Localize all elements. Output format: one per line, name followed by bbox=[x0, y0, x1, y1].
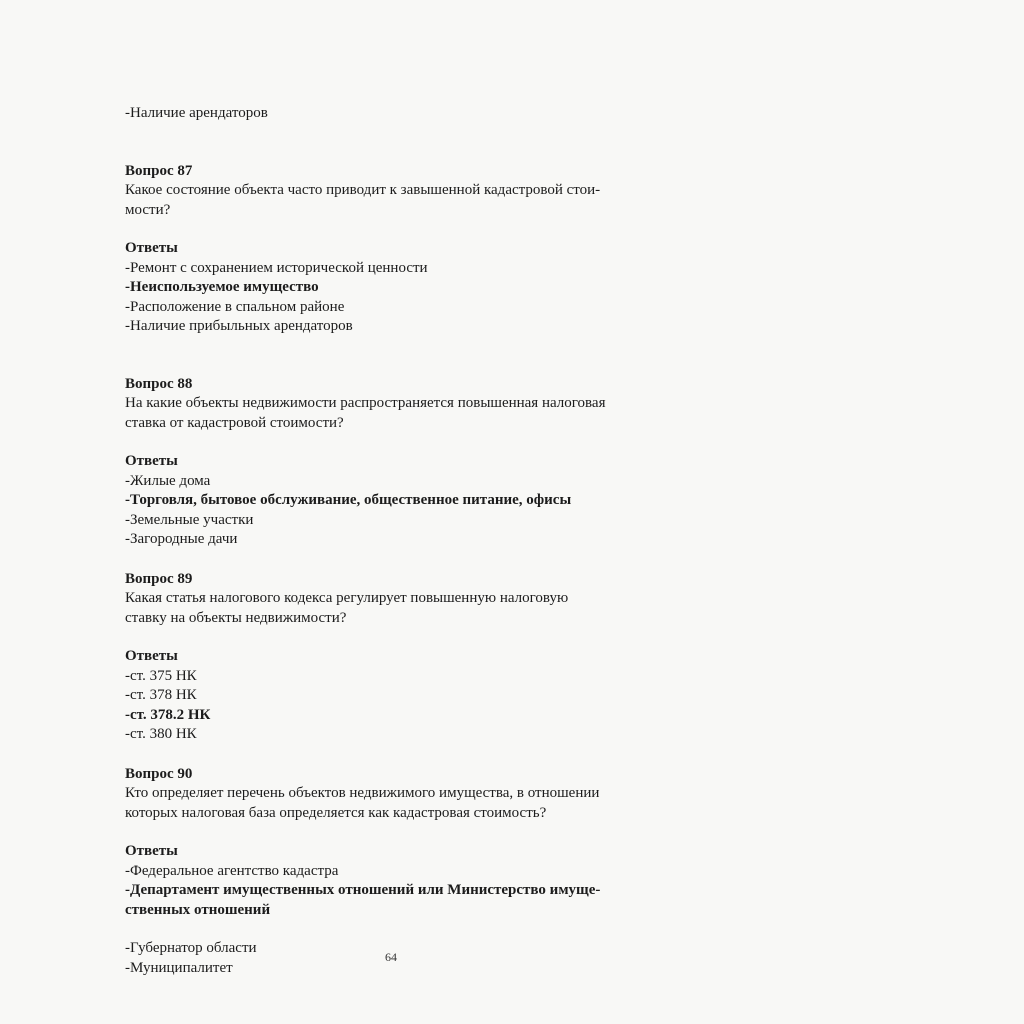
answers-heading: Ответы bbox=[125, 240, 178, 256]
question-title: Вопрос 89 bbox=[125, 570, 193, 587]
answers-heading: Ответы bbox=[125, 843, 178, 859]
previous-answer: -Наличие арендаторов bbox=[125, 105, 268, 121]
answer-option: -Загородные дачи bbox=[125, 531, 238, 547]
answer-option-correct: -ст. 378.2 НК bbox=[125, 706, 211, 723]
answer-option-correct-continued: ственных отношений bbox=[125, 901, 271, 918]
answer-option-correct: -Департамент имущественных отношений или Министерство имуще- bbox=[125, 882, 601, 898]
question-text-line: Какая статья налогового кодекса регулирует повышенную налоговую bbox=[125, 590, 569, 606]
question-text-line: мости? bbox=[125, 201, 171, 218]
answer-option: -Федеральное агентство кадастра bbox=[125, 862, 339, 879]
answer-option: -Губернатор области bbox=[125, 940, 257, 956]
question-text-line: Какое состояние объекта часто приводит к завышенной кадастровой стои- bbox=[125, 182, 601, 198]
question-block-88 bbox=[125, 375, 663, 550]
question-title: Вопрос 90 bbox=[125, 765, 193, 782]
answer-option: -Расположение в спальном районе bbox=[125, 298, 345, 315]
question-text-line: На какие объекты недвижимости распространяется повышенная налоговая bbox=[125, 395, 606, 411]
answer-option-correct: -Торговля, бытовое обслуживание, общественное питание, офисы bbox=[125, 492, 572, 508]
answer-option: -Муниципалитет bbox=[125, 959, 233, 976]
answer-option: -Наличие прибыльных арендаторов bbox=[125, 318, 353, 334]
answer-option: -Земельные участки bbox=[125, 511, 254, 528]
page-number: 64 bbox=[385, 950, 397, 964]
question-text-line: которых налоговая база определяется как кадастровая стоимость? bbox=[125, 804, 547, 821]
answer-option: -Ремонт с сохранением исторической ценности bbox=[125, 259, 428, 276]
question-text-line: ставку на объекты недвижимости? bbox=[125, 609, 347, 626]
answers-heading: Ответы bbox=[125, 648, 178, 664]
answer-option: -ст. 375 НК bbox=[125, 667, 197, 684]
question-block-87 bbox=[125, 162, 663, 337]
answer-option: -ст. 380 НК bbox=[125, 726, 197, 742]
question-text-line: Кто определяет перечень объектов недвижимого имущества, в отношении bbox=[125, 785, 600, 801]
question-text-line: ставка от кадастровой стоимости? bbox=[125, 414, 344, 431]
question-title: Вопрос 87 bbox=[125, 162, 193, 179]
question-block-90 bbox=[125, 765, 663, 979]
question-title: Вопрос 88 bbox=[125, 375, 193, 392]
page-content bbox=[125, 104, 663, 978]
answer-option-correct: -Неиспользуемое имущество bbox=[125, 279, 319, 295]
answer-option: -ст. 378 НК bbox=[125, 687, 197, 703]
answers-heading: Ответы bbox=[125, 453, 178, 469]
answer-option: -Жилые дома bbox=[125, 472, 211, 489]
question-block-89 bbox=[125, 570, 663, 745]
